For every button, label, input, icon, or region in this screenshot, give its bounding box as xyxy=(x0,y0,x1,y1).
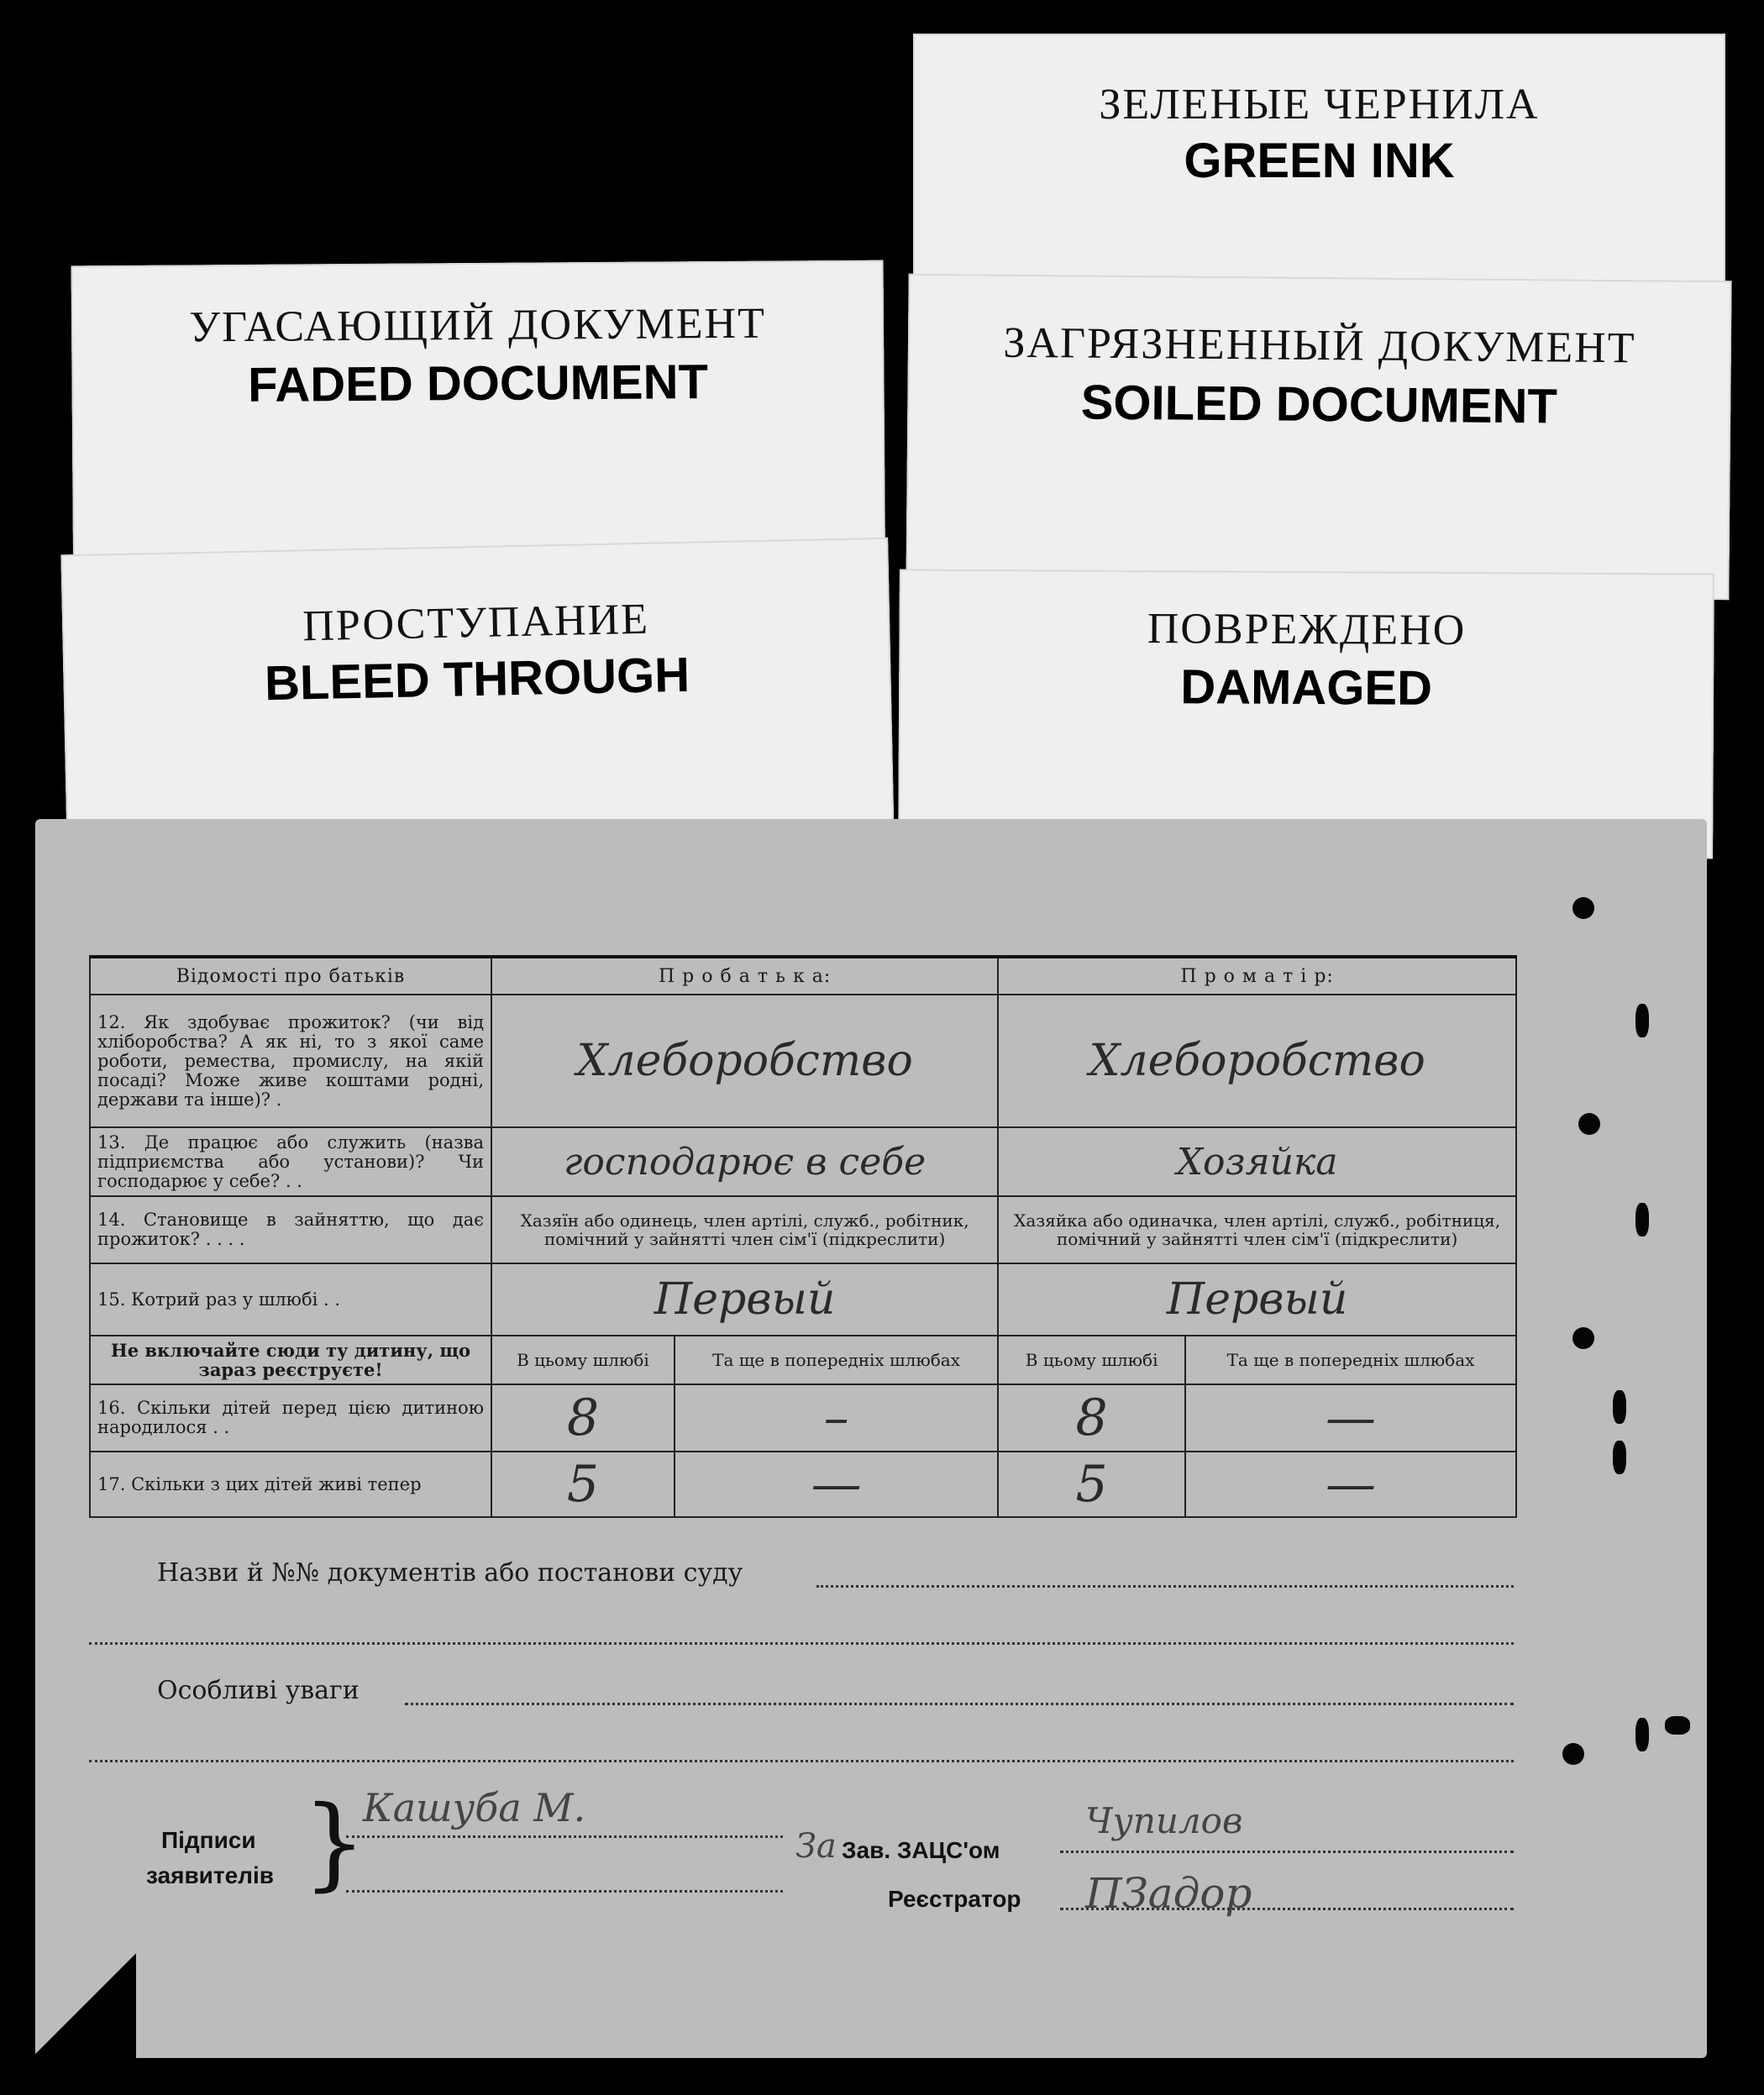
punch-hole xyxy=(1562,1743,1584,1765)
father-marriage-count: Первый xyxy=(491,1263,998,1336)
mother-children-alive-prev: — xyxy=(1185,1452,1516,1517)
mother-livelihood: Хлеборобство xyxy=(998,995,1516,1127)
bleed-through-card xyxy=(60,538,894,858)
tear-mark xyxy=(1613,1390,1626,1424)
documents-line-2 xyxy=(89,1642,1514,1645)
card-en-label: DAMAGED xyxy=(1180,659,1433,716)
card-ru-label: ЗЕЛЕНЫЕ ЧЕРНИЛА xyxy=(1099,81,1540,129)
father-children-alive-this: 5 xyxy=(491,1452,675,1517)
mother-occupation-status: Хазяйка або одиначка, член артілі, служб., робітниця, помічний у зайнятті член сім'ї (підкреслити) xyxy=(998,1196,1516,1263)
father-children-alive-prev: — xyxy=(675,1452,998,1517)
record-sheet xyxy=(35,819,1707,2058)
signatures-brace: } xyxy=(302,1785,367,1902)
signatures-label-2: заявителів xyxy=(146,1862,274,1888)
applicant-signature-line-2 xyxy=(346,1890,783,1893)
mother-workplace: Хозяйка xyxy=(998,1127,1516,1196)
mother-this-marriage-header: В цьому шлюбі xyxy=(998,1336,1185,1384)
card-ru-label: ПРОСТУПАНИЕ xyxy=(302,595,650,651)
green-ink-card xyxy=(913,34,1725,307)
card-ru-label: ЗАГРЯЗНЕННЫЙ ДОКУМЕНТ xyxy=(1003,318,1636,373)
father-occupation-status: Хазяїн або одинець, член артілі, служб., робітник, помічний у зайнятті член сім'ї (підкреслити) xyxy=(491,1196,998,1263)
father-workplace: господарює в себе xyxy=(491,1127,998,1196)
damaged-card xyxy=(898,569,1714,858)
notes-line-2 xyxy=(89,1760,1514,1762)
question-12: 12. Як здобуває прожиток? (чи від хліборобства? А як ні, то з якої саме роботи, ремества, промислу, на якій посаді? Може живе коштами родні, держави та інше)? . xyxy=(90,995,491,1127)
tear-mark xyxy=(1613,1441,1626,1474)
tear-mark xyxy=(1635,1718,1649,1751)
applicant-signature: Кашуба М. xyxy=(363,1785,586,1830)
soiled-document-card xyxy=(906,274,1731,601)
card-en-label: GREEN INK xyxy=(1184,134,1455,188)
punch-hole xyxy=(1572,897,1594,919)
punch-hole xyxy=(1572,1327,1594,1349)
father-children-born-this: 8 xyxy=(491,1384,675,1452)
documents-line xyxy=(816,1585,1514,1588)
card-en-label: SOILED DOCUMENT xyxy=(1080,375,1558,434)
question-16: 16. Скільки дітей перед цією дитиною народилося . . xyxy=(90,1384,491,1452)
header-mother: П р о м а т і р: xyxy=(998,957,1516,995)
mother-marriage-count: Первый xyxy=(998,1263,1516,1336)
registrar-signature: ПЗадор xyxy=(1085,1869,1252,1918)
notes-label: Особливі уваги xyxy=(157,1676,360,1705)
documents-label: Назви й №№ документів або постанови суду xyxy=(157,1558,743,1588)
question-13: 13. Де працює або служить (назва підприємства або установи)? Чи господарює у себе? . . xyxy=(90,1127,491,1196)
card-ru-label: ПОВРЕЖДЕНО xyxy=(1147,605,1467,654)
mother-children-born-this: 8 xyxy=(998,1384,1185,1452)
mother-children-born-prev: — xyxy=(1185,1384,1516,1452)
tear-mark xyxy=(1665,1716,1690,1735)
head-prefix: За xyxy=(795,1827,837,1866)
registrar-signature-line xyxy=(1060,1908,1514,1910)
header-parents-info: Відомості про батьків xyxy=(90,957,491,995)
exclude-note: Не включайте сюди ту дитину, що зараз реєструєте! xyxy=(90,1336,491,1384)
question-17: 17. Скільки з цих дітей живі тепер xyxy=(90,1452,491,1517)
head-signature-line xyxy=(1060,1851,1514,1853)
father-children-born-prev: – xyxy=(675,1384,998,1452)
father-previous-marriages-header: Та ще в попередніх шлюбах xyxy=(675,1336,998,1384)
parents-info-table xyxy=(89,955,1517,1518)
registrar-label: Реєстратор xyxy=(888,1886,1021,1912)
father-this-marriage-header: В цьому шлюбі xyxy=(491,1336,675,1384)
mother-previous-marriages-header: Та ще в попередніх шлюбах xyxy=(1185,1336,1516,1384)
question-15: 15. Котрий раз у шлюбі . . xyxy=(90,1263,491,1336)
tear-mark xyxy=(1635,1203,1649,1237)
head-signature: Чупилов xyxy=(1085,1800,1243,1841)
header-father: П р о б а т ь к а: xyxy=(491,957,998,995)
card-ru-label: УГАСАЮЩИЙ ДОКУМЕНТ xyxy=(189,299,767,352)
card-en-label: BLEED THROUGH xyxy=(264,647,690,711)
signatures-label: Підписи xyxy=(161,1827,256,1853)
applicant-signature-line xyxy=(346,1835,783,1838)
question-14: 14. Становище в зайняттю, що дає прожиток? . . . . xyxy=(90,1196,491,1263)
mother-children-alive-this: 5 xyxy=(998,1452,1185,1517)
punch-hole xyxy=(1578,1113,1600,1135)
head-label: Зав. ЗАЦС'ом xyxy=(842,1837,1000,1863)
card-en-label: FADED DOCUMENT xyxy=(247,354,709,412)
notes-line xyxy=(405,1703,1514,1705)
tear-mark xyxy=(1635,1004,1649,1037)
father-livelihood: Хлеборобство xyxy=(491,995,998,1127)
